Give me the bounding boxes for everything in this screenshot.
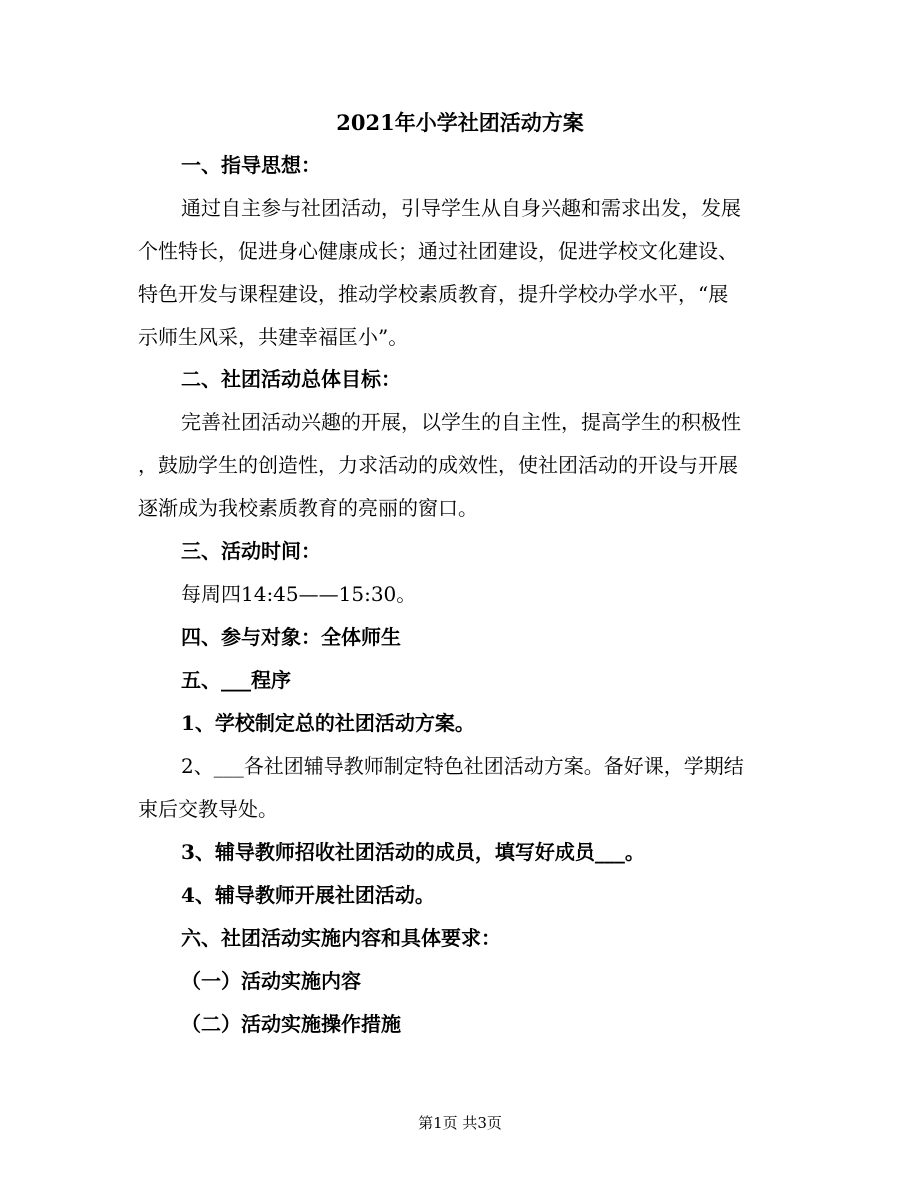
paragraph-line: 逐渐成为我校素质教育的亮丽的窗口。	[138, 496, 478, 520]
section-heading-2: 二、社团活动总体目标：	[181, 367, 401, 391]
list-item: 1、学校制定总的社团活动方案。	[181, 711, 475, 735]
paragraph-line: 束后交教导处。	[138, 797, 278, 821]
section-heading-3: 三、活动时间：	[181, 539, 321, 563]
section-heading-6: 六、社团活动实施内容和具体要求：	[181, 926, 501, 950]
section-heading-1: 一、指导思想：	[181, 153, 321, 177]
list-item: 2、___各社团辅导教师制定特色社团活动方案。备好课，学期结	[181, 754, 744, 778]
page-number: 第1页 共3页	[418, 1114, 502, 1132]
paragraph-line: 每周四14:45——15:30。	[181, 582, 417, 606]
paragraph-line: 示师生风采，共建幸福匡小”。	[138, 325, 409, 349]
paragraph-line: 通过自主参与社团活动，引导学生从自身兴趣和需求出发，发展	[181, 196, 741, 220]
section-heading-4: 四、参与对象：全体师生	[181, 625, 401, 649]
section-heading-5: 五、___程序	[181, 668, 291, 692]
list-item: 4、辅导教师开展社团活动。	[181, 883, 435, 907]
subsection-heading: （二）活动实施操作措施	[181, 1012, 401, 1036]
paragraph-line: 特色开发与课程建设，推动学校素质教育，提升学校办学水平，“展	[138, 282, 729, 306]
paragraph-line: 个性特长，促进身心健康成长；通过社团建设，促进学校文化建设、	[138, 239, 738, 263]
document-title: 2021年小学社团活动方案	[336, 110, 584, 135]
paragraph-line: ，鼓励学生的创造性，力求活动的成效性，使社团活动的开设与开展	[138, 453, 738, 477]
paragraph-line: 完善社团活动兴趣的开展，以学生的自主性，提高学生的积极性	[181, 410, 741, 434]
subsection-heading: （一）活动实施内容	[181, 969, 361, 993]
list-item: 3、辅导教师招收社团活动的成员，填写好成员___。	[181, 840, 645, 864]
